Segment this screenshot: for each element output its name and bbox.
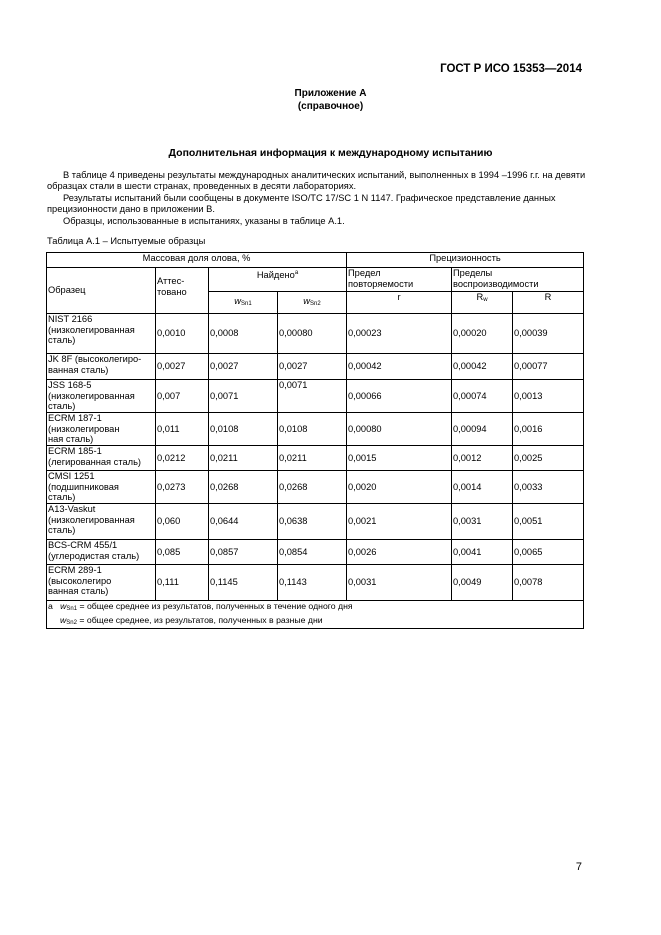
- annex-title: Приложение А: [294, 88, 367, 99]
- note-mark: a: [48, 601, 53, 611]
- footnote-mark: a: [294, 270, 299, 276]
- w-symbol: w: [234, 295, 242, 306]
- sn2-subscript: Sn2: [310, 300, 321, 307]
- cell-sample: BCS-CRM 455/1 (углеродистая сталь): [47, 540, 156, 565]
- header-precision: Прецизионность: [347, 253, 584, 268]
- table-caption: Таблица А.1 – Испытуемые образцы: [47, 236, 206, 246]
- cell-sample: CMSI 1251 (подшипниковая сталь): [47, 471, 156, 504]
- cell-R: 0,0013: [513, 380, 584, 413]
- sn1-subscript: Sn1: [66, 606, 78, 612]
- cell-rw: 0,00042: [452, 354, 513, 380]
- paragraph-2: Результаты испытаний были сообщены в документе ISO/TC 17/SC 1 N 1147. Графическое представление данных прецизионности дано в приложении В.: [47, 193, 556, 215]
- cell-wsn1: 0,1145: [209, 565, 278, 601]
- cell-wsn2: 0,0108: [278, 413, 347, 446]
- cell-sample: ECRM 289-1 (высоколегиро ванная сталь): [47, 565, 156, 601]
- cell-rw: 0,00094: [452, 413, 513, 446]
- cell-certified: 0,0212: [156, 446, 209, 471]
- cell-wsn1: 0,0008: [209, 314, 278, 354]
- cell-wsn2: 0,0027: [278, 354, 347, 380]
- cell-R: 0,0033: [513, 471, 584, 504]
- table-row: [47, 446, 584, 471]
- cell-wsn1: 0,0857: [209, 540, 278, 565]
- cell-wsn1: 0,0644: [209, 504, 278, 540]
- cell-R: 0,00039: [513, 314, 584, 354]
- table-row: [47, 565, 584, 601]
- header-repeatability: Предел повторяемости: [347, 268, 452, 292]
- cell-certified: 0,011: [156, 413, 209, 446]
- cell-certified: 0,085: [156, 540, 209, 565]
- cell-R: 0,0051: [513, 504, 584, 540]
- page-number: 7: [575, 861, 582, 873]
- header-rw: [452, 292, 513, 314]
- cell-wsn2: 0,0268: [278, 471, 347, 504]
- cell-R: 0,0016: [513, 413, 584, 446]
- table-row: [47, 314, 584, 354]
- note-2-text: = общее среднее, из результатов, полученных в разные дни: [79, 614, 323, 625]
- cell-r: 0,00066: [347, 380, 452, 413]
- cell-wsn1: 0,0027: [209, 354, 278, 380]
- header-wsn2: [278, 292, 347, 314]
- note-1: [48, 601, 582, 615]
- cell-sample: ECRM 185-1 (легированная сталь): [47, 446, 156, 471]
- cell-certified: 0,0027: [156, 354, 209, 380]
- cell-rw: 0,0014: [452, 471, 513, 504]
- annex-subtitle: (справочное): [297, 101, 364, 112]
- cell-rw: 0,0031: [452, 504, 513, 540]
- cell-wsn2: 0,1143: [278, 565, 347, 601]
- samples-table: [46, 252, 584, 629]
- found-label: Найдено: [256, 270, 295, 280]
- w-symbol: w: [60, 614, 67, 625]
- cell-r: 0,0020: [347, 471, 452, 504]
- header-reproducibility: Пределы воспроизводимости: [452, 268, 584, 292]
- sn1-subscript: Sn1: [241, 300, 252, 307]
- cell-r: 0,00023: [347, 314, 452, 354]
- cell-wsn2: 0,0211: [278, 446, 347, 471]
- header-row-1: [47, 253, 584, 268]
- cell-wsn2: 0,0071: [278, 380, 347, 413]
- w-symbol: w: [303, 295, 311, 306]
- table-row: [47, 413, 584, 446]
- table-notes: [47, 601, 584, 629]
- paragraph-3: Образцы, использованные в испытаниях, указаны в таблице А.1.: [63, 216, 345, 226]
- cell-rw: 0,00020: [452, 314, 513, 354]
- note-2: [48, 615, 582, 629]
- cell-rw: 0,00074: [452, 380, 513, 413]
- cell-certified: 0,0273: [156, 471, 209, 504]
- header-row-2: [47, 268, 584, 292]
- sn2-subscript: Sn2: [66, 619, 77, 626]
- rw-subscript: w: [483, 297, 488, 303]
- cell-r: 0,00042: [347, 354, 452, 380]
- cell-r: 0,0026: [347, 540, 452, 565]
- header-wsn1: [209, 292, 278, 314]
- cell-r: 0,00080: [347, 413, 452, 446]
- rw-symbol: R: [476, 292, 484, 302]
- cell-certified: 0,007: [156, 380, 209, 413]
- cell-wsn2: 0,0854: [278, 540, 347, 565]
- cell-R: 0,00077: [513, 354, 584, 380]
- cell-rw: 0,0012: [452, 446, 513, 471]
- annex-block: [0, 87, 661, 113]
- header-mass-fraction: Массовая доля олова, %: [47, 253, 347, 268]
- cell-wsn2: 0,0638: [278, 504, 347, 540]
- cell-wsn1: 0,0211: [209, 446, 278, 471]
- cell-r: 0,0015: [347, 446, 452, 471]
- header-certified: Аттес- товано: [156, 268, 209, 314]
- table-row: [47, 540, 584, 565]
- cell-r: 0,0031: [347, 565, 452, 601]
- paragraph-1: В таблице 4 приведены результаты международных аналитических испытаний, выполненных в 1994 –1996 г.г. на девяти образцах стали в шести странах, проведенных в десяти лабораториях.: [47, 170, 586, 192]
- header-R: R: [513, 292, 584, 314]
- standard-designation: ГОСТ Р ИСО 15353—2014: [440, 63, 582, 75]
- section-heading: Дополнительная информация к международному испытанию: [168, 147, 493, 159]
- cell-r: 0,0021: [347, 504, 452, 540]
- cell-wsn1: 0,0268: [209, 471, 278, 504]
- notes-row: [47, 601, 584, 629]
- cell-R: 0,0025: [513, 446, 584, 471]
- cell-certified: 0,111: [156, 565, 209, 601]
- cell-certified: 0,0010: [156, 314, 209, 354]
- table-row: [47, 504, 584, 540]
- cell-rw: 0,0041: [452, 540, 513, 565]
- cell-certified: 0,060: [156, 504, 209, 540]
- cell-R: 0,0078: [513, 565, 584, 601]
- table-row: [47, 354, 584, 380]
- header-sample: Образец: [47, 268, 156, 314]
- cell-sample: A13-Vaskut (низколегированная сталь): [47, 504, 156, 540]
- cell-sample: NIST 2166 (низколегированная сталь): [47, 314, 156, 354]
- cell-rw: 0,0049: [452, 565, 513, 601]
- w-symbol: w: [60, 601, 67, 611]
- table-row: [47, 471, 584, 504]
- header-r: r: [347, 292, 452, 314]
- table-row: [47, 380, 584, 413]
- header-found: [209, 268, 347, 292]
- cell-R: 0,0065: [513, 540, 584, 565]
- cell-wsn2: 0,00080: [278, 314, 347, 354]
- cell-sample: JSS 168-5 (низколегированная сталь): [47, 380, 156, 413]
- note-1-text: = общее среднее из результатов, полученных в течение одного дня: [79, 601, 353, 611]
- cell-wsn1: 0,0108: [209, 413, 278, 446]
- cell-sample: JK 8F (высоколегиро- ванная сталь): [47, 354, 156, 380]
- cell-wsn1: 0,0071: [209, 380, 278, 413]
- cell-sample: ECRM 187-1 (низколегирован ная сталь): [47, 413, 156, 446]
